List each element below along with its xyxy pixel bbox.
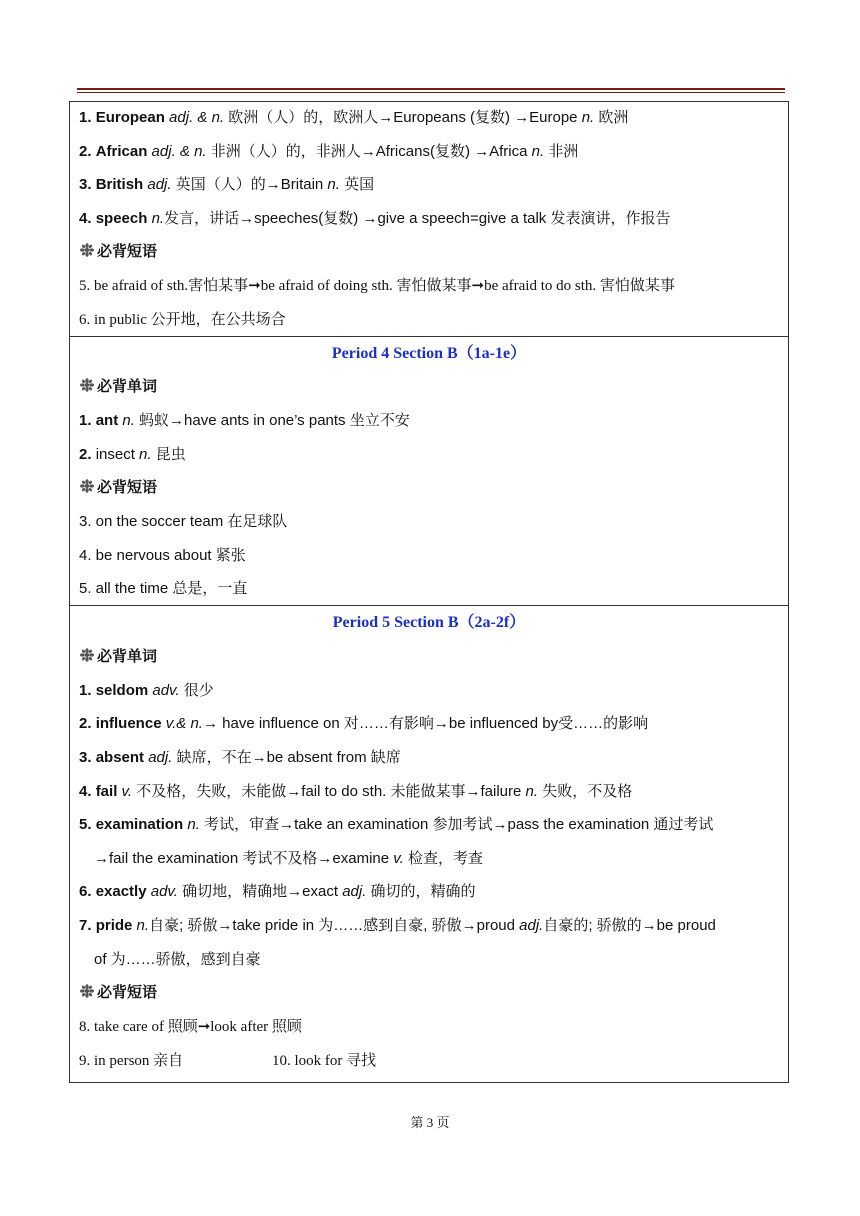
entry-examination-continued: →fail the examination 考试不及格→examine v. 检查，考查 xyxy=(94,850,484,867)
phrase-in-public: 6. in public 公开地，在公共场合 xyxy=(79,312,286,328)
flower-icon xyxy=(79,479,95,493)
vocabulary-table xyxy=(69,101,789,1083)
entry-exactly: 6. exactly adv. 确切地，精确地→exact adj. 确切的，精确的 xyxy=(79,883,476,900)
page-number: 第 3 页 xyxy=(410,1115,450,1130)
phrase-be-afraid: 5. be afraid of sth.害怕某事➞be afraid of doing sth. 害怕做某事➞be afraid to do sth. 害怕做某事 xyxy=(79,278,675,294)
section-heading-phrases: 必背短语 xyxy=(79,242,157,262)
flower-icon xyxy=(79,243,95,257)
section-heading-words: 必背单词 xyxy=(79,647,157,667)
phrase-be-nervous: 4. be nervous about 紧张 xyxy=(79,547,246,564)
entry-european: 1. European adj. & n. 欧洲（人）的，欧洲人→Europeans (复数) →Europe n. 欧洲 xyxy=(79,109,629,126)
section-heading-phrases: 必背短语 xyxy=(79,478,157,498)
divider xyxy=(70,336,788,337)
phrase-take-care-of: 8. take care of 照顾➞look after 照顾 xyxy=(79,1019,302,1035)
phrase-soccer-team: 3. on the soccer team 在足球队 xyxy=(79,513,288,530)
flower-icon xyxy=(79,648,95,662)
section-heading-phrases: 必背短语 xyxy=(79,983,157,1003)
entry-ant: 1. ant n. 蚂蚁→have ants in one’s pants 坐立不安 xyxy=(79,412,410,429)
entry-speech: 4. speech n.发言，讲话→speeches(复数) →give a speech=give a talk 发表演讲，作报告 xyxy=(79,210,671,227)
entry-british: 3. British adj. 英国（人）的→Britain n. 英国 xyxy=(79,176,375,193)
entry-insect: 2. insect n. 昆虫 xyxy=(79,446,186,463)
entry-pride: 7. pride n.自豪; 骄傲→take pride in 为……感到自豪, 骄傲→proud adj.自豪的; 骄傲的→be proud xyxy=(79,917,716,934)
header-rule-thin xyxy=(77,92,785,93)
phrase-look-for: 10. look for 寻找 xyxy=(272,1053,377,1069)
period-5-heading: Period 5 Section B（2a-2f） xyxy=(332,614,526,631)
phrase-in-person: 9. in person 亲自 xyxy=(79,1053,184,1069)
entry-african: 2. African adj. & n. 非洲（人）的，非洲人→Africans(复数) →Africa n. 非洲 xyxy=(79,143,579,160)
section-heading-words: 必背单词 xyxy=(79,377,157,397)
period-4-heading: Period 4 Section B（1a-1e） xyxy=(331,345,527,362)
divider xyxy=(70,605,788,606)
entry-fail: 4. fail v. 不及格，失败，未能做→fail to do sth. 未能做某事→failure n. 失败，不及格 xyxy=(79,783,633,800)
entry-influence: 2. influence v.& n.→ have influence on 对……有影响→be influenced by受……的影响 xyxy=(79,715,649,732)
entry-absent: 3. absent adj. 缺席，不在→be absent from 缺席 xyxy=(79,749,401,766)
phrase-all-the-time: 5. all the time 总是，一直 xyxy=(79,580,248,597)
entry-examination: 5. examination n. 考试，审查→take an examination 参加考试→pass the examination 通过考试 xyxy=(79,816,714,833)
entry-pride-continued: of 为……骄傲，感到自豪 xyxy=(94,951,261,968)
flower-icon xyxy=(79,984,95,998)
entry-seldom: 1. seldom adv. 很少 xyxy=(79,682,214,699)
header-rule xyxy=(77,88,785,90)
flower-icon xyxy=(79,378,95,392)
